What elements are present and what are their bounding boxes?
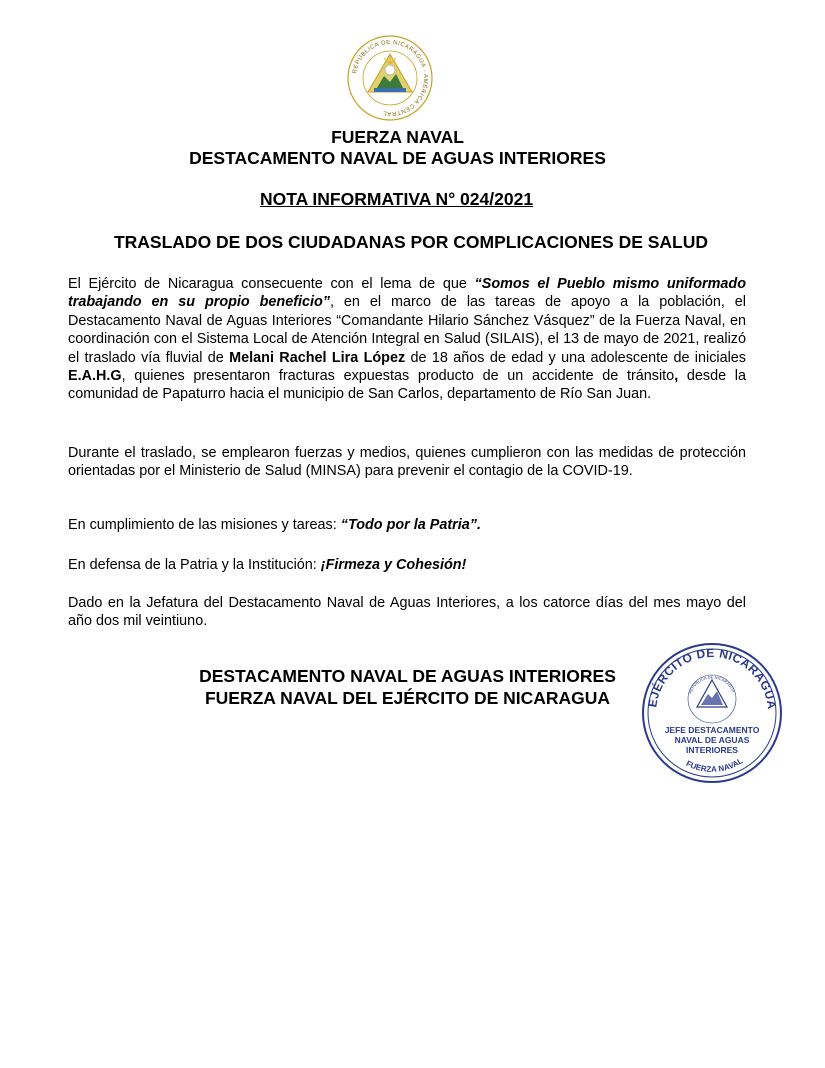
svg-text:FUERZA NAVAL bbox=[685, 756, 745, 774]
signature-line-2: FUERZA NAVAL DEL EJÉRCITO DE NICARAGUA bbox=[204, 688, 611, 708]
stamp-line-1: JEFE DESTACAMENTO bbox=[664, 725, 760, 735]
p1-text-4: , quienes presentaron fracturas expuestas producto de un accidente de tránsito bbox=[121, 368, 675, 385]
stamp-top-text: EJÉRCITO DE NICARAGUA bbox=[645, 645, 779, 711]
stamp-line-3: INTERIORES bbox=[686, 745, 738, 755]
note-number: NOTA INFORMATIVA N° 024/2021 bbox=[259, 189, 534, 209]
paragraph-5 bbox=[68, 594, 746, 631]
p1-text-1: El Ejército de Nicaragua consecuente con el lema de que bbox=[68, 276, 475, 292]
header-org-name: FUERZA NAVAL bbox=[331, 127, 464, 147]
p1-text-3: de 18 años de edad y una adolescente de iniciales bbox=[405, 349, 746, 366]
note-title: TRASLADO DE DOS CIUDADANAS POR COMPLICACIONES DE SALUD bbox=[113, 232, 709, 252]
coat-circular-text: REPÚBLICA DE NICARAGUA · AMÉRICA CENTRAL bbox=[352, 39, 429, 117]
p3-motto: “Todo por la Patria”. bbox=[340, 517, 481, 533]
paragraph-2 bbox=[68, 444, 746, 481]
paragraph-4 bbox=[68, 556, 746, 574]
p3-text: En cumplimiento de las misiones y tareas: bbox=[68, 517, 341, 533]
p1-person-name: Melani Rachel Lira López bbox=[229, 349, 406, 366]
p1-initials: E.A.H.G bbox=[68, 368, 122, 385]
signature-line-1: DESTACAMENTO NAVAL DE AGUAS INTERIORES bbox=[199, 666, 616, 686]
official-stamp bbox=[641, 642, 783, 784]
p4-motto: ¡Firmeza y Cohesión! bbox=[320, 557, 467, 573]
paragraph-1 bbox=[68, 275, 746, 404]
p1-motto: “Somos el Pueblo mismo uniformado trabajando en su propio beneficio” bbox=[68, 276, 746, 311]
paragraph-3 bbox=[68, 516, 746, 534]
header-unit-name: DESTACAMENTO NAVAL DE AGUAS INTERIORES bbox=[189, 148, 606, 168]
stamp-bottom-text: FUERZA NAVAL bbox=[684, 756, 745, 774]
p4-text: En defensa de la Patria y la Institución: bbox=[68, 557, 321, 573]
p2-text: Durante el traslado, se emplearon fuerzas y medios, quienes cumplieron con las medidas de protección orientadas por el Ministerio de Salud (MINSA) para prevenir el contagio de la COVID-19. bbox=[68, 445, 746, 480]
p5-text: Dado en la Jefatura del Destacamento Naval de Aguas Interiores, a los catorce días del mes mayo del año dos mil veintiuno. bbox=[68, 595, 746, 630]
p1-comma: , bbox=[674, 368, 679, 385]
p1-text-2: , en el marco de las tareas de apoyo a la población, el Destacamento Naval de Aguas Interiores “Comandante Hilario Sánchez Vásquez” de la Fuerza Naval, en coordinación con el Sistema Local de Atención Integral en Salud (SILAIS), el 13 de mayo de 2021, realizó el traslado vía fluvial de bbox=[68, 294, 746, 366]
stamp-inner-text: REPÚBLICA DE NICARAGUA bbox=[687, 674, 737, 695]
stamp-line-2: NAVAL DE AGUAS bbox=[674, 735, 750, 745]
p1-text-5: desde la comunidad de Papaturro hacia el municipio de San Carlos, departamento de Río San Juan. bbox=[68, 368, 746, 403]
coat-of-arms-emblem bbox=[346, 34, 434, 122]
